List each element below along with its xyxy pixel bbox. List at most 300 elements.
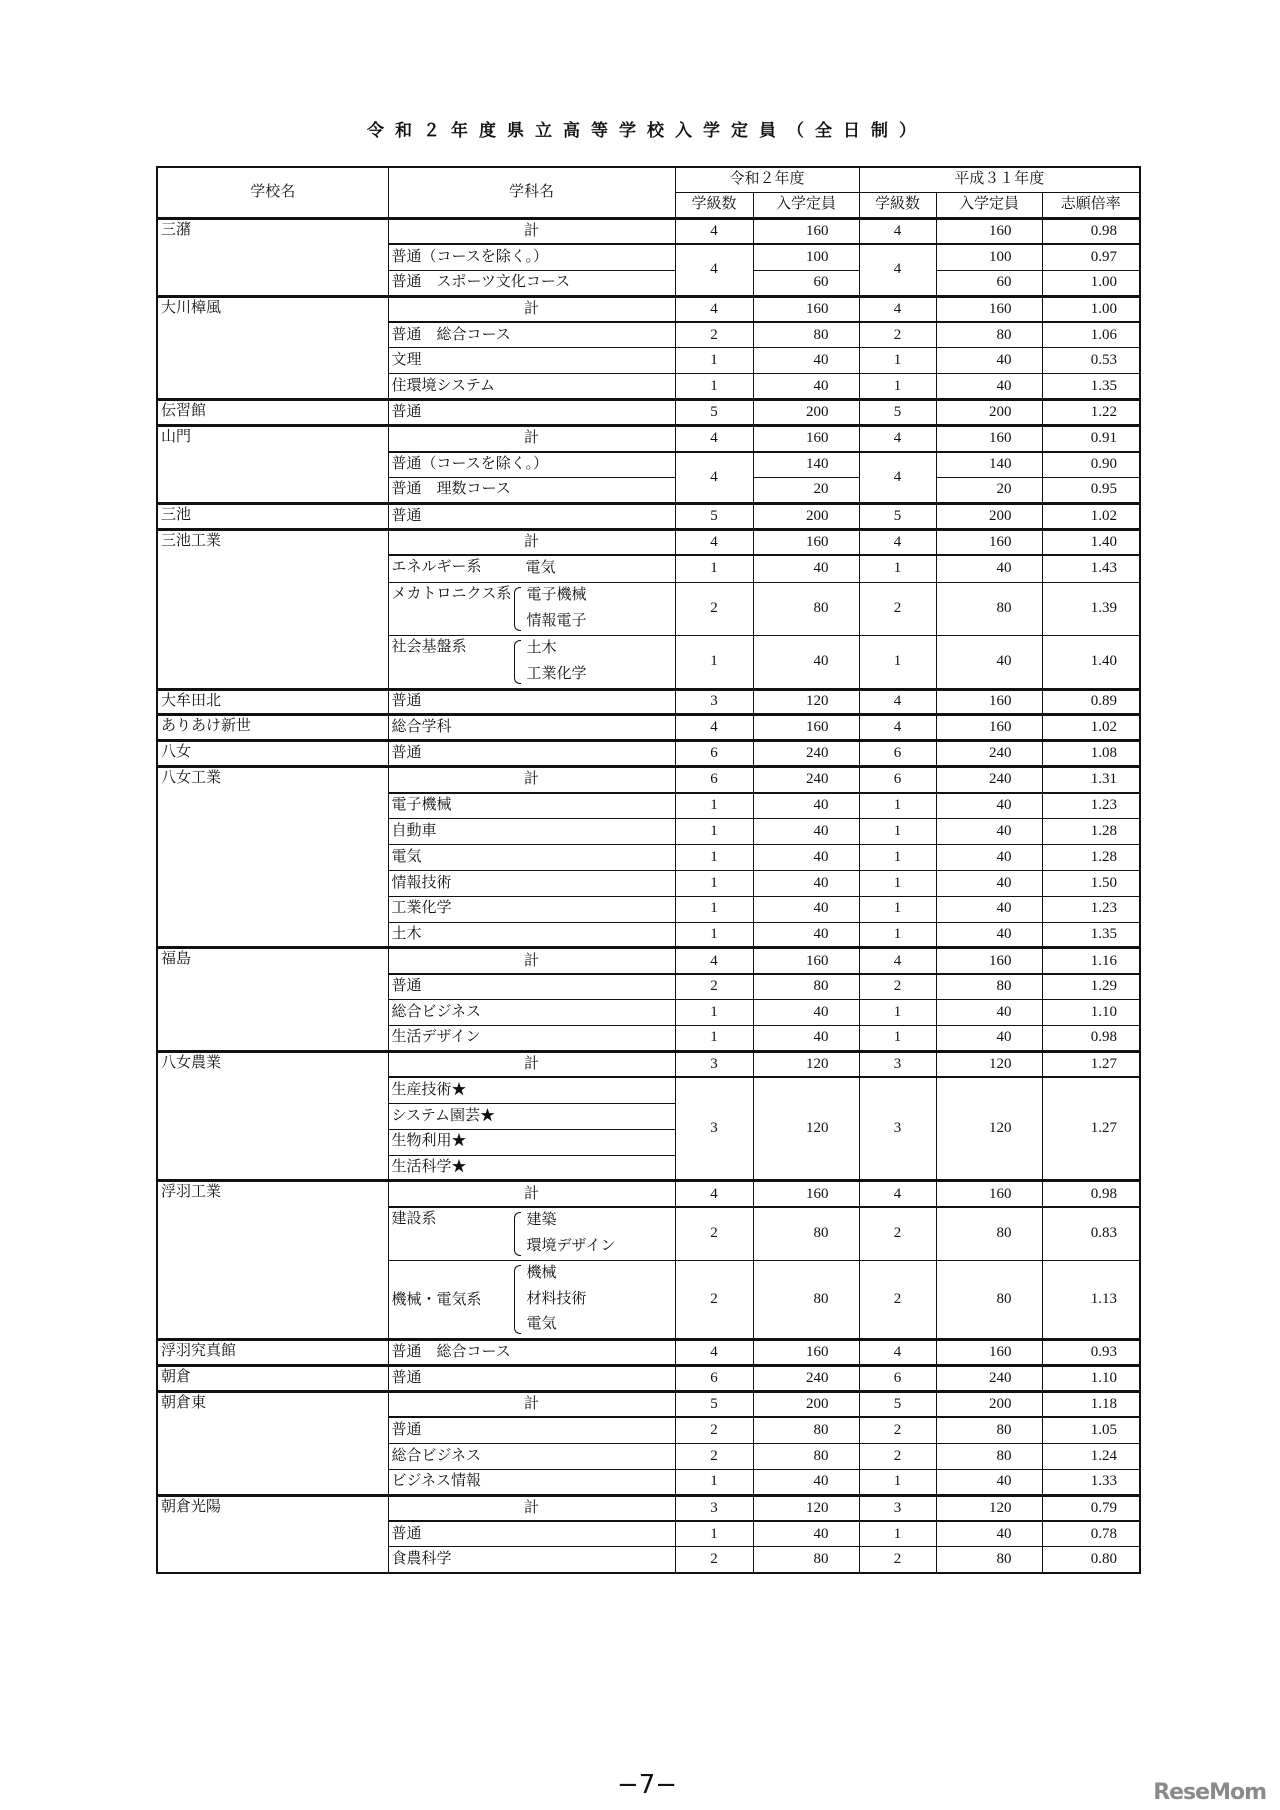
h31-ratio: 1.35 bbox=[1042, 922, 1140, 948]
dept-name-label: 建設系 bbox=[391, 1210, 437, 1227]
r2-classes: 1 bbox=[675, 1469, 753, 1495]
r2-enroll: 80 bbox=[753, 1260, 859, 1340]
h31-classes: 4 bbox=[859, 426, 936, 452]
branch-list bbox=[527, 583, 587, 635]
r2-classes: 4 bbox=[675, 426, 753, 452]
h31-classes: 1 bbox=[859, 1469, 936, 1495]
h31-enroll: 120 bbox=[936, 1077, 1042, 1181]
r2-classes: 4 bbox=[675, 1181, 753, 1207]
h31-ratio: 1.31 bbox=[1042, 767, 1140, 793]
r2-classes: 6 bbox=[675, 767, 753, 793]
h31-enroll: 200 bbox=[936, 1392, 1042, 1418]
h31-classes: 3 bbox=[859, 1052, 936, 1078]
h31-classes: 1 bbox=[859, 922, 936, 948]
branch-name: 電子機械 bbox=[526, 586, 587, 603]
branch-name: 環境デザイン bbox=[526, 1237, 616, 1254]
h31-classes: 4 bbox=[859, 244, 936, 296]
r2-enroll: 80 bbox=[753, 1207, 859, 1260]
r2-classes: 5 bbox=[675, 503, 753, 529]
school-name: 三池工業 bbox=[157, 529, 388, 689]
dept-branch-group bbox=[392, 556, 672, 582]
h31-ratio: 1.13 bbox=[1042, 1260, 1140, 1340]
h31-enroll: 40 bbox=[936, 635, 1042, 689]
dept-name: 普通 bbox=[388, 503, 675, 529]
dept-name: 総合ビジネス bbox=[388, 1443, 675, 1469]
h31-ratio: 1.29 bbox=[1042, 974, 1140, 1000]
r2-enroll: 120 bbox=[753, 689, 859, 715]
h31-enroll: 80 bbox=[936, 1260, 1042, 1340]
h31-classes: 4 bbox=[859, 1181, 936, 1207]
r2-enroll: 40 bbox=[753, 870, 859, 896]
school-name: 朝倉光陽 bbox=[157, 1495, 388, 1573]
dept-total: 計 bbox=[388, 948, 675, 974]
header-h31: 平成３１年度 bbox=[859, 167, 1140, 193]
h31-classes: 1 bbox=[859, 1026, 936, 1052]
r2-enroll: 200 bbox=[753, 503, 859, 529]
dept-name: 電子機械 bbox=[388, 793, 675, 819]
r2-enroll: 160 bbox=[753, 715, 859, 741]
h31-ratio: 1.39 bbox=[1042, 582, 1140, 635]
r2-enroll: 40 bbox=[753, 1000, 859, 1026]
h31-enroll: 200 bbox=[936, 400, 1042, 426]
school-name: 朝倉 bbox=[157, 1366, 388, 1392]
h31-ratio: 1.27 bbox=[1042, 1077, 1140, 1181]
h31-ratio: 0.98 bbox=[1042, 219, 1140, 245]
h31-enroll: 60 bbox=[936, 270, 1042, 296]
table-row bbox=[157, 1181, 1140, 1207]
h31-ratio: 0.97 bbox=[1042, 244, 1140, 270]
branch-name: 機械 bbox=[526, 1264, 557, 1281]
school-name: 八女 bbox=[157, 741, 388, 767]
school-name: 大川樟風 bbox=[157, 296, 388, 400]
r2-classes: 2 bbox=[675, 1547, 753, 1573]
r2-enroll: 80 bbox=[753, 1417, 859, 1443]
h31-ratio: 1.43 bbox=[1042, 555, 1140, 582]
dept-total: 計 bbox=[388, 1495, 675, 1521]
r2-enroll: 40 bbox=[753, 348, 859, 374]
dept-name: 生物利用★ bbox=[388, 1129, 675, 1155]
h31-enroll: 200 bbox=[936, 503, 1042, 529]
h31-enroll: 20 bbox=[936, 477, 1042, 503]
h31-ratio: 0.53 bbox=[1042, 348, 1140, 374]
h31-enroll: 40 bbox=[936, 896, 1042, 922]
dept-name: 食農科学 bbox=[388, 1547, 675, 1573]
h31-enroll: 40 bbox=[936, 374, 1042, 400]
dept-name: 普通 理数コース bbox=[388, 477, 675, 503]
h31-enroll: 80 bbox=[936, 974, 1042, 1000]
r2-classes: 4 bbox=[675, 296, 753, 322]
branch-list bbox=[527, 636, 587, 688]
h31-classes: 3 bbox=[859, 1495, 936, 1521]
h31-classes: 2 bbox=[859, 974, 936, 1000]
h31-ratio: 0.89 bbox=[1042, 689, 1140, 715]
r2-classes: 2 bbox=[675, 1207, 753, 1260]
dept-name: 電気 bbox=[388, 844, 675, 870]
h31-classes: 4 bbox=[859, 452, 936, 504]
school-name: 浮羽工業 bbox=[157, 1181, 388, 1340]
r2-enroll: 160 bbox=[753, 219, 859, 245]
school-name: 浮羽究真館 bbox=[157, 1340, 388, 1366]
h31-classes: 2 bbox=[859, 1207, 936, 1260]
h31-enroll: 40 bbox=[936, 870, 1042, 896]
table-row bbox=[157, 715, 1140, 741]
h31-classes: 6 bbox=[859, 741, 936, 767]
dept-name: 普通 bbox=[388, 741, 675, 767]
branch-name: 工業化学 bbox=[526, 665, 587, 682]
school-name: 三池 bbox=[157, 503, 388, 529]
branch-name: 材料技術 bbox=[526, 1290, 587, 1307]
r2-classes: 1 bbox=[675, 635, 753, 689]
h31-classes: 1 bbox=[859, 1000, 936, 1026]
h31-classes: 2 bbox=[859, 1417, 936, 1443]
h31-enroll: 240 bbox=[936, 767, 1042, 793]
h31-ratio: 0.91 bbox=[1042, 426, 1140, 452]
h31-classes: 2 bbox=[859, 582, 936, 635]
r2-classes: 1 bbox=[675, 922, 753, 948]
branch-list bbox=[527, 1261, 587, 1339]
h31-enroll: 40 bbox=[936, 844, 1042, 870]
r2-enroll: 80 bbox=[753, 582, 859, 635]
h31-classes: 1 bbox=[859, 870, 936, 896]
r2-enroll: 120 bbox=[753, 1077, 859, 1181]
page-number: −7− bbox=[616, 1770, 678, 1800]
r2-enroll: 40 bbox=[753, 1469, 859, 1495]
r2-enroll: 40 bbox=[753, 374, 859, 400]
h31-ratio: 0.93 bbox=[1042, 1340, 1140, 1366]
h31-ratio: 0.98 bbox=[1042, 1181, 1140, 1207]
h31-classes: 1 bbox=[859, 374, 936, 400]
dept-name: 工業化学 bbox=[388, 896, 675, 922]
table-row bbox=[157, 1340, 1140, 1366]
h31-enroll: 240 bbox=[936, 741, 1042, 767]
dept-total: 計 bbox=[388, 219, 675, 245]
dept-name: 生活デザイン bbox=[388, 1026, 675, 1052]
dept-name: 普通 bbox=[388, 1366, 675, 1392]
branch-name: 土木 bbox=[526, 639, 557, 656]
header-h31-ratio: 志願倍率 bbox=[1042, 193, 1140, 219]
table-row bbox=[157, 219, 1140, 245]
h31-enroll: 160 bbox=[936, 296, 1042, 322]
r2-classes: 6 bbox=[675, 1366, 753, 1392]
h31-classes: 2 bbox=[859, 1443, 936, 1469]
h31-classes: 6 bbox=[859, 767, 936, 793]
r2-classes: 2 bbox=[675, 322, 753, 348]
dept-name bbox=[388, 1260, 675, 1340]
h31-enroll: 160 bbox=[936, 689, 1042, 715]
dept-name-label: エネルギー系 bbox=[391, 559, 482, 576]
h31-classes: 5 bbox=[859, 1392, 936, 1418]
r2-enroll: 160 bbox=[753, 296, 859, 322]
r2-classes: 1 bbox=[675, 793, 753, 819]
h31-ratio: 1.23 bbox=[1042, 793, 1140, 819]
r2-classes: 2 bbox=[675, 582, 753, 635]
dept-name: 普通（コースを除く。） bbox=[388, 452, 675, 478]
header-r2-enroll: 入学定員 bbox=[753, 193, 859, 219]
r2-classes: 5 bbox=[675, 400, 753, 426]
h31-ratio: 0.78 bbox=[1042, 1521, 1140, 1547]
r2-enroll: 40 bbox=[753, 896, 859, 922]
r2-enroll: 240 bbox=[753, 767, 859, 793]
enrollment-table bbox=[156, 166, 1141, 1574]
h31-ratio: 0.79 bbox=[1042, 1495, 1140, 1521]
header-dept: 学科名 bbox=[388, 167, 675, 219]
h31-classes: 4 bbox=[859, 1340, 936, 1366]
h31-ratio: 1.27 bbox=[1042, 1052, 1140, 1078]
r2-classes: 3 bbox=[675, 1077, 753, 1181]
h31-ratio: 1.02 bbox=[1042, 503, 1140, 529]
h31-enroll: 160 bbox=[936, 529, 1042, 555]
h31-enroll: 40 bbox=[936, 1469, 1042, 1495]
dept-name: 総合ビジネス bbox=[388, 1000, 675, 1026]
h31-ratio: 1.16 bbox=[1042, 948, 1140, 974]
h31-enroll: 80 bbox=[936, 1443, 1042, 1469]
h31-classes: 1 bbox=[859, 635, 936, 689]
h31-ratio: 1.24 bbox=[1042, 1443, 1140, 1469]
h31-ratio: 1.18 bbox=[1042, 1392, 1140, 1418]
h31-ratio: 0.95 bbox=[1042, 477, 1140, 503]
table-row bbox=[157, 689, 1140, 715]
h31-enroll: 40 bbox=[936, 1521, 1042, 1547]
r2-enroll: 40 bbox=[753, 1521, 859, 1547]
dept-name bbox=[388, 555, 675, 582]
r2-classes: 2 bbox=[675, 1260, 753, 1340]
dept-name: 普通 bbox=[388, 689, 675, 715]
r2-classes: 1 bbox=[675, 348, 753, 374]
r2-enroll: 120 bbox=[753, 1495, 859, 1521]
r2-classes: 3 bbox=[675, 1052, 753, 1078]
r2-classes: 1 bbox=[675, 374, 753, 400]
table-row bbox=[157, 296, 1140, 322]
h31-enroll: 80 bbox=[936, 1207, 1042, 1260]
r2-classes: 1 bbox=[675, 555, 753, 582]
h31-classes: 1 bbox=[859, 844, 936, 870]
table-header bbox=[157, 167, 1140, 219]
r2-classes: 1 bbox=[675, 1000, 753, 1026]
r2-classes: 2 bbox=[675, 1443, 753, 1469]
h31-enroll: 40 bbox=[936, 555, 1042, 582]
r2-classes: 1 bbox=[675, 844, 753, 870]
h31-enroll: 40 bbox=[936, 818, 1042, 844]
dept-name: 総合学科 bbox=[388, 715, 675, 741]
r2-classes: 2 bbox=[675, 974, 753, 1000]
r2-enroll: 80 bbox=[753, 322, 859, 348]
h31-enroll: 240 bbox=[936, 1366, 1042, 1392]
table-row bbox=[157, 529, 1140, 555]
r2-enroll: 240 bbox=[753, 1366, 859, 1392]
dept-name: 情報技術 bbox=[388, 870, 675, 896]
dept-name: 生活科学★ bbox=[388, 1155, 675, 1181]
h31-enroll: 160 bbox=[936, 219, 1042, 245]
bracket-icon bbox=[514, 1265, 521, 1335]
r2-classes: 4 bbox=[675, 452, 753, 504]
dept-name: 普通 bbox=[388, 1417, 675, 1443]
dept-name: システム園芸★ bbox=[388, 1103, 675, 1129]
h31-ratio: 0.98 bbox=[1042, 1026, 1140, 1052]
school-name: ありあけ新世 bbox=[157, 715, 388, 741]
r2-enroll: 40 bbox=[753, 844, 859, 870]
h31-ratio: 1.35 bbox=[1042, 374, 1140, 400]
dept-total: 計 bbox=[388, 426, 675, 452]
h31-enroll: 80 bbox=[936, 582, 1042, 635]
dept-name: 普通（コースを除く。） bbox=[388, 244, 675, 270]
h31-enroll: 120 bbox=[936, 1495, 1042, 1521]
h31-enroll: 80 bbox=[936, 1547, 1042, 1573]
h31-classes: 1 bbox=[859, 1521, 936, 1547]
table-row bbox=[157, 503, 1140, 529]
h31-classes: 2 bbox=[859, 1260, 936, 1340]
h31-enroll: 160 bbox=[936, 715, 1042, 741]
h31-ratio: 1.08 bbox=[1042, 741, 1140, 767]
h31-enroll: 40 bbox=[936, 1026, 1042, 1052]
dept-total: 計 bbox=[388, 296, 675, 322]
h31-enroll: 80 bbox=[936, 322, 1042, 348]
r2-enroll: 40 bbox=[753, 922, 859, 948]
r2-enroll: 80 bbox=[753, 1547, 859, 1573]
h31-classes: 5 bbox=[859, 503, 936, 529]
r2-enroll: 40 bbox=[753, 793, 859, 819]
r2-enroll: 120 bbox=[753, 1052, 859, 1078]
dept-name: 普通 スポーツ文化コース bbox=[388, 270, 675, 296]
r2-classes: 4 bbox=[675, 244, 753, 296]
h31-classes: 4 bbox=[859, 529, 936, 555]
bracket-icon bbox=[514, 640, 521, 684]
h31-ratio: 1.22 bbox=[1042, 400, 1140, 426]
h31-ratio: 1.05 bbox=[1042, 1417, 1140, 1443]
dept-total: 計 bbox=[388, 767, 675, 793]
table-row bbox=[157, 1052, 1140, 1078]
school-name: 大牟田北 bbox=[157, 689, 388, 715]
h31-enroll: 120 bbox=[936, 1052, 1042, 1078]
r2-enroll: 160 bbox=[753, 1340, 859, 1366]
r2-classes: 3 bbox=[675, 1495, 753, 1521]
r2-enroll: 200 bbox=[753, 400, 859, 426]
r2-enroll: 40 bbox=[753, 1026, 859, 1052]
r2-enroll: 240 bbox=[753, 741, 859, 767]
dept-total: 計 bbox=[388, 529, 675, 555]
dept-total: 計 bbox=[388, 1052, 675, 1078]
header-h31-classes: 学級数 bbox=[859, 193, 936, 219]
r2-classes: 1 bbox=[675, 818, 753, 844]
r2-classes: 3 bbox=[675, 689, 753, 715]
dept-branch-group bbox=[392, 1208, 672, 1260]
branch-list bbox=[527, 1208, 616, 1260]
header-h31-enroll: 入学定員 bbox=[936, 193, 1042, 219]
h31-enroll: 40 bbox=[936, 922, 1042, 948]
r2-classes: 4 bbox=[675, 1340, 753, 1366]
dept-name: 普通 総合コース bbox=[388, 322, 675, 348]
h31-classes: 1 bbox=[859, 896, 936, 922]
dept-total: 計 bbox=[388, 1392, 675, 1418]
h31-classes: 2 bbox=[859, 1547, 936, 1573]
h31-ratio: 1.00 bbox=[1042, 296, 1140, 322]
dept-name: ビジネス情報 bbox=[388, 1469, 675, 1495]
h31-classes: 4 bbox=[859, 948, 936, 974]
h31-enroll: 40 bbox=[936, 348, 1042, 374]
h31-ratio: 1.10 bbox=[1042, 1000, 1140, 1026]
h31-classes: 1 bbox=[859, 348, 936, 374]
r2-classes: 1 bbox=[675, 896, 753, 922]
school-name: 八女農業 bbox=[157, 1052, 388, 1181]
r2-classes: 2 bbox=[675, 1417, 753, 1443]
h31-enroll: 40 bbox=[936, 1000, 1042, 1026]
h31-ratio: 1.06 bbox=[1042, 322, 1140, 348]
h31-classes: 1 bbox=[859, 793, 936, 819]
h31-ratio: 1.28 bbox=[1042, 818, 1140, 844]
h31-ratio: 1.23 bbox=[1042, 896, 1140, 922]
dept-name-label: メカトロニクス系 bbox=[391, 585, 512, 602]
r2-enroll: 160 bbox=[753, 948, 859, 974]
table-row bbox=[157, 1366, 1140, 1392]
h31-classes: 4 bbox=[859, 296, 936, 322]
table-row bbox=[157, 426, 1140, 452]
dept-name: 普通 総合コース bbox=[388, 1340, 675, 1366]
h31-ratio: 0.90 bbox=[1042, 452, 1140, 478]
r2-enroll: 160 bbox=[753, 529, 859, 555]
r2-classes: 4 bbox=[675, 529, 753, 555]
h31-ratio: 1.33 bbox=[1042, 1469, 1140, 1495]
r2-enroll: 160 bbox=[753, 426, 859, 452]
school-name: 三潴 bbox=[157, 219, 388, 297]
h31-enroll: 140 bbox=[936, 452, 1042, 478]
school-name: 福島 bbox=[157, 948, 388, 1052]
header-r2-classes: 学級数 bbox=[675, 193, 753, 219]
branch-name: 情報電子 bbox=[526, 612, 587, 629]
dept-name bbox=[388, 635, 675, 689]
page-title: 令和２年度県立高等学校入学定員（全日制） bbox=[367, 121, 927, 141]
r2-enroll: 140 bbox=[753, 452, 859, 478]
h31-enroll: 100 bbox=[936, 244, 1042, 270]
r2-enroll: 40 bbox=[753, 555, 859, 582]
dept-name: 普通 bbox=[388, 974, 675, 1000]
h31-enroll: 160 bbox=[936, 1340, 1042, 1366]
r2-enroll: 100 bbox=[753, 244, 859, 270]
h31-ratio: 1.00 bbox=[1042, 270, 1140, 296]
branch-name: 電気 bbox=[526, 1316, 557, 1333]
dept-name: 土木 bbox=[388, 922, 675, 948]
r2-enroll: 40 bbox=[753, 818, 859, 844]
dept-branch-group bbox=[392, 636, 672, 688]
dept-name-label: 機械・電気系 bbox=[391, 1292, 482, 1309]
header-school: 学校名 bbox=[157, 167, 388, 219]
r2-classes: 6 bbox=[675, 741, 753, 767]
branch-name: 電気 bbox=[525, 560, 556, 577]
r2-enroll: 80 bbox=[753, 974, 859, 1000]
bracket-icon bbox=[514, 587, 521, 631]
dept-name: 住環境システム bbox=[388, 374, 675, 400]
r2-classes: 5 bbox=[675, 1392, 753, 1418]
school-name: 朝倉東 bbox=[157, 1392, 388, 1496]
r2-classes: 1 bbox=[675, 1026, 753, 1052]
resemom-logo: ReseMom bbox=[1153, 1780, 1266, 1805]
h31-ratio: 0.83 bbox=[1042, 1207, 1140, 1260]
r2-enroll: 40 bbox=[753, 635, 859, 689]
h31-enroll: 160 bbox=[936, 1181, 1042, 1207]
r2-enroll: 60 bbox=[753, 270, 859, 296]
table-row bbox=[157, 948, 1140, 974]
table-row bbox=[157, 1495, 1140, 1521]
r2-enroll: 80 bbox=[753, 1443, 859, 1469]
r2-classes: 1 bbox=[675, 870, 753, 896]
h31-ratio: 1.28 bbox=[1042, 844, 1140, 870]
r2-classes: 1 bbox=[675, 1521, 753, 1547]
h31-enroll: 40 bbox=[936, 793, 1042, 819]
table-body bbox=[157, 219, 1140, 1573]
h31-ratio: 1.10 bbox=[1042, 1366, 1140, 1392]
r2-classes: 4 bbox=[675, 219, 753, 245]
h31-classes: 6 bbox=[859, 1366, 936, 1392]
h31-ratio: 1.50 bbox=[1042, 870, 1140, 896]
r2-classes: 4 bbox=[675, 948, 753, 974]
